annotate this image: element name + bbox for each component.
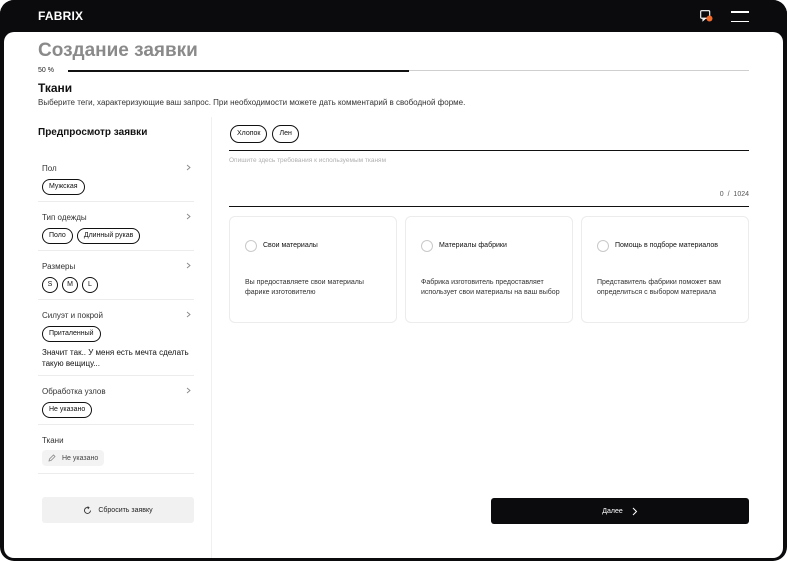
option-description: Фабрика изготовитель предоставляет использует свои материалы на ваш выбор (421, 279, 560, 296)
size-tag: S (42, 277, 58, 293)
chevron-right-icon (185, 164, 192, 171)
request-preview-panel (4, 117, 212, 558)
preview-item-finishing[interactable] (38, 376, 194, 425)
counter-current: 0 (719, 191, 724, 198)
fabric-tag-cotton[interactable]: Хлопок (230, 125, 267, 143)
preview-tag: Не указано (42, 402, 92, 418)
preview-item-label: Обработка узлов (42, 387, 106, 396)
divider (229, 206, 749, 207)
material-options (229, 216, 749, 323)
pending-text: Не указано (62, 454, 99, 462)
option-description: Вы предоставляете свои материалы фарике изготовителю (245, 279, 364, 296)
radio-button[interactable] (245, 240, 257, 252)
chevron-right-icon (185, 213, 192, 220)
divider (229, 150, 749, 151)
option-title: Материалы фабрики (439, 242, 507, 249)
section-description: Выберите теги, характеризующие ваш запрос. При необходимости можете дать комментарий в свободной форме. (38, 98, 466, 107)
preview-item-label: Размеры (42, 262, 76, 271)
main-screen (4, 32, 783, 558)
option-description: Представитель фабрики поможет вам определиться с выбором материала (597, 279, 721, 296)
hamburger-icon[interactable] (731, 11, 749, 22)
preview-item-fabrics[interactable] (38, 425, 194, 474)
preview-item-label: Пол (42, 164, 57, 173)
bell-icon[interactable] (700, 10, 712, 22)
preview-item-silhouette[interactable] (38, 300, 194, 376)
option-title: Помощь в подборе материалов (615, 242, 718, 249)
chevron-right-icon (185, 387, 192, 394)
option-title: Свои материалы (263, 242, 318, 249)
reset-request-button[interactable] (42, 497, 194, 523)
preview-comment: Значит так.. У меня есть мечта сделать такую вещицу... (42, 348, 189, 368)
logo[interactable]: FABRIX (38, 9, 84, 23)
preview-tag: Приталенный (42, 326, 101, 342)
progress-label: 50 % (38, 67, 54, 74)
preview-title: Предпросмотр заявки (38, 127, 148, 138)
pencil-icon (48, 454, 56, 462)
preview-tag: Мужская (42, 179, 85, 195)
radio-button[interactable] (421, 240, 433, 252)
next-label: Далее (602, 507, 623, 515)
chevron-right-icon (185, 262, 192, 269)
progress-bar (68, 70, 749, 71)
fabric-tag-linen[interactable]: Лен (272, 125, 298, 143)
next-button[interactable] (491, 498, 749, 524)
preview-item-gender[interactable] (38, 153, 194, 202)
section-title: Ткани (38, 81, 73, 95)
option-factory-materials[interactable] (405, 216, 573, 323)
preview-pending (42, 450, 104, 466)
preview-item-label: Тип одежды (42, 213, 87, 222)
preview-tag: Длинный рукав (77, 228, 141, 244)
preview-tag: Поло (42, 228, 73, 244)
preview-item-label: Ткани (42, 436, 64, 445)
reset-request-label: Сбросить заявку (98, 506, 153, 514)
chevron-right-icon (185, 311, 192, 318)
refresh-icon (83, 506, 92, 515)
page-title: Создание заявки (38, 40, 198, 61)
preview-item-clothing-type[interactable] (38, 202, 194, 251)
size-tag: L (82, 277, 98, 293)
option-material-help[interactable] (581, 216, 749, 323)
size-tag: M (62, 277, 78, 293)
character-counter: 0 / 1024 (719, 191, 749, 198)
preview-item-sizes[interactable] (38, 251, 194, 300)
radio-button[interactable] (597, 240, 609, 252)
selected-fabric-tags (230, 125, 299, 143)
preview-item-label: Силуэт и покрой (42, 311, 103, 320)
preview-list (38, 153, 194, 474)
counter-max: 1024 (733, 191, 749, 198)
fabric-comment-input[interactable] (229, 154, 749, 204)
top-bar (0, 0, 787, 32)
progress-fill (68, 70, 409, 72)
option-own-materials[interactable] (229, 216, 397, 323)
chevron-right-icon (631, 507, 638, 516)
